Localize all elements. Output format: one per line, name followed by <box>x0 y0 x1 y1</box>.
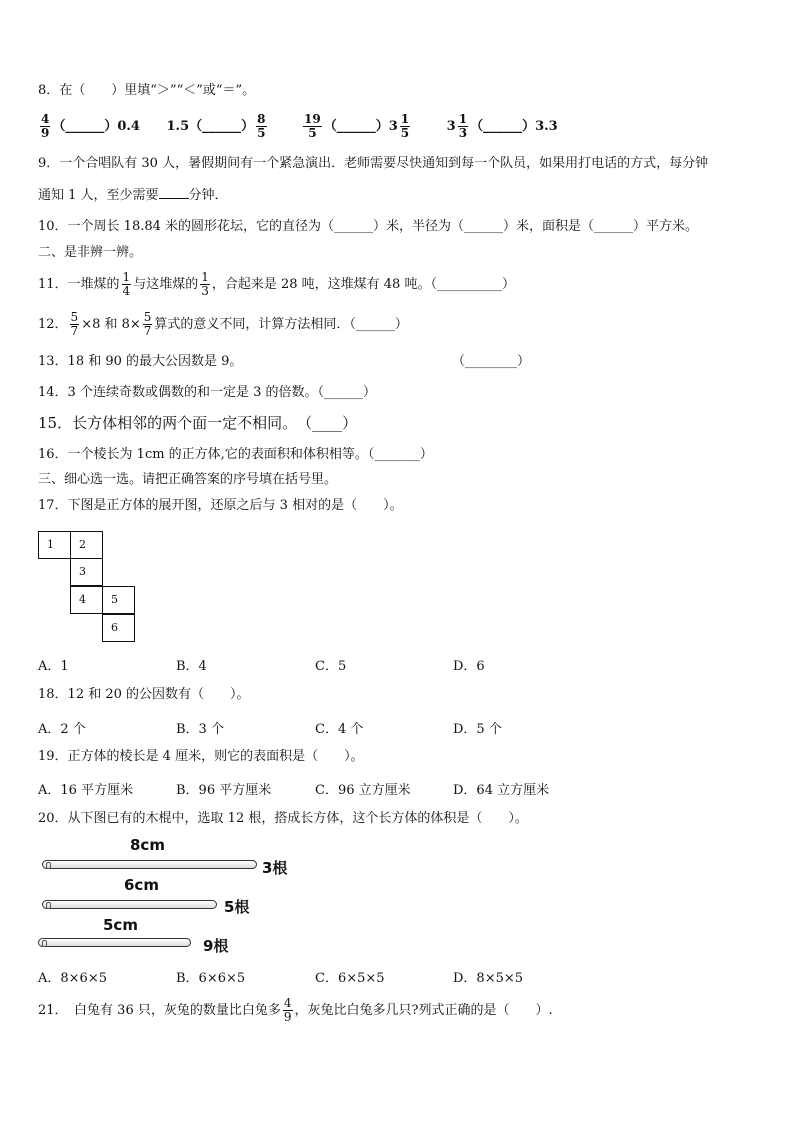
q19-option-d[interactable]: D．64 立方厘米 <box>453 783 550 798</box>
q17-option-c[interactable]: C．5 <box>315 659 347 674</box>
q16: 16．一个棱长为 1cm 的正方体,它的表面积和体积相等。（_______） <box>38 447 433 462</box>
q11: 11．一堆煤的 $\frac{1}{4}$ 与这堆煤的 $\frac{1}{3}$ ，合起来是 28 吨，这堆煤有 48 吨。（__________） <box>38 270 515 298</box>
q19-option-c[interactable]: C．96 立方厘米 <box>315 783 411 798</box>
net-cell-3: 3 <box>70 558 103 586</box>
stick-length-label: 5cm <box>103 916 138 934</box>
net-cell-5: 5 <box>102 586 135 614</box>
q17: 17．下图是正方体的展开图，还原之后与 3 相对的是（ ）。 <box>38 498 403 513</box>
section-3-heading: 三、细心选一选。请把正确答案的序号填在括号里。 <box>38 472 338 487</box>
q15: 15．长方体相邻的两个面一定不相同。 （____） <box>38 414 358 432</box>
stick-count-label: 9根 <box>203 937 229 955</box>
fraction: $\frac{4}{9}$ <box>41 112 50 140</box>
q20-option-c[interactable]: C．6×5×5 <box>315 971 385 986</box>
q12: 12． $\frac{5}{7}$ ×8 和 8× $\frac{5}{7}$ 算式的意义不同，计算方法相同．（______） <box>38 310 408 338</box>
q17-option-a[interactable]: A．1 <box>38 659 69 674</box>
q14: 14．3 个连续奇数或偶数的和一定是 3 的倍数。（______） <box>38 385 376 400</box>
q8-heading: 8．在（ ）里填“＞”“＜”或“＝”。 <box>38 83 256 98</box>
q10: 10．一个周长 18.84 米的圆形花坛，它的直径为（______）米，半径为（______）米，面积是（______）平方米。 <box>38 219 699 234</box>
fraction: $\frac{1}{5}$ <box>400 112 410 140</box>
q17-option-d[interactable]: D．6 <box>453 659 485 674</box>
stick-5cm <box>38 938 191 947</box>
q19-option-b[interactable]: B．96 平方厘米 <box>176 783 272 798</box>
fraction: $\frac{19}{5}$ <box>304 112 321 140</box>
net-cell-2: 2 <box>70 531 103 559</box>
q18: 18．12 和 20 的公因数有（ ）。 <box>38 687 250 702</box>
q18-option-d[interactable]: D．5 个 <box>453 722 502 737</box>
q8-items: $\frac{4}{9}$ （______）0.4 1.5（______） $\frac{8}{5}$ $\frac{19}{5}$ （______）3 $\frac{1}{5}$ 3 $\frac{1}{3}$ （______）3.3 <box>41 112 558 140</box>
q21: 21． 白兔有 36 只，灰兔的数量比白兔多 $\frac{4}{9}$ ，灰兔比白兔多几只?列式正确的是（ ）. <box>38 996 553 1024</box>
fraction: $\frac{8}{5}$ <box>257 112 266 140</box>
net-cell-1: 1 <box>38 531 71 559</box>
q9-line2: 通知 1 人，至少需要 分钟． <box>38 188 228 203</box>
q20-option-d[interactable]: D．8×5×5 <box>453 971 524 986</box>
q18-option-b[interactable]: B．3 个 <box>176 722 224 737</box>
q20: 20．从下图已有的木棍中，选取 12 根，搭成长方体，这个长方体的体积是（ ）。 <box>38 811 528 826</box>
q19: 19．正方体的棱长是 4 厘米，则它的表面积是（ ）。 <box>38 749 364 764</box>
q17-option-b[interactable]: B．4 <box>176 659 207 674</box>
q13: 13．18 和 90 的最大公因数是 9。 <box>38 354 243 369</box>
q19-option-a[interactable]: A．16 平方厘米 <box>38 783 134 798</box>
q9-line1: 9．一个合唱队有 30 人，暑假期间有一个紧急演出．老师需要尽快通知到每一个队员，如果用打电话的方式，每分钟 <box>38 156 709 171</box>
q18-option-c[interactable]: C．4 个 <box>315 722 364 737</box>
stick-length-label: 6cm <box>124 876 159 894</box>
stick-length-label: 8cm <box>130 836 165 854</box>
net-cell-6: 6 <box>102 614 135 642</box>
q18-option-a[interactable]: A．2 个 <box>38 722 86 737</box>
fraction: $\frac{1}{3}$ <box>458 112 468 140</box>
q20-option-a[interactable]: A．8×6×5 <box>38 971 107 986</box>
stick-8cm <box>42 860 257 869</box>
net-cell-4: 4 <box>70 586 103 614</box>
q13-blank: （________） <box>452 354 531 369</box>
stick-6cm <box>42 900 217 909</box>
stick-count-label: 5根 <box>224 898 250 916</box>
section-2-heading: 二、是非辨一辨。 <box>38 245 143 260</box>
stick-count-label: 3根 <box>262 859 288 877</box>
q20-option-b[interactable]: B．6×6×5 <box>176 971 246 986</box>
